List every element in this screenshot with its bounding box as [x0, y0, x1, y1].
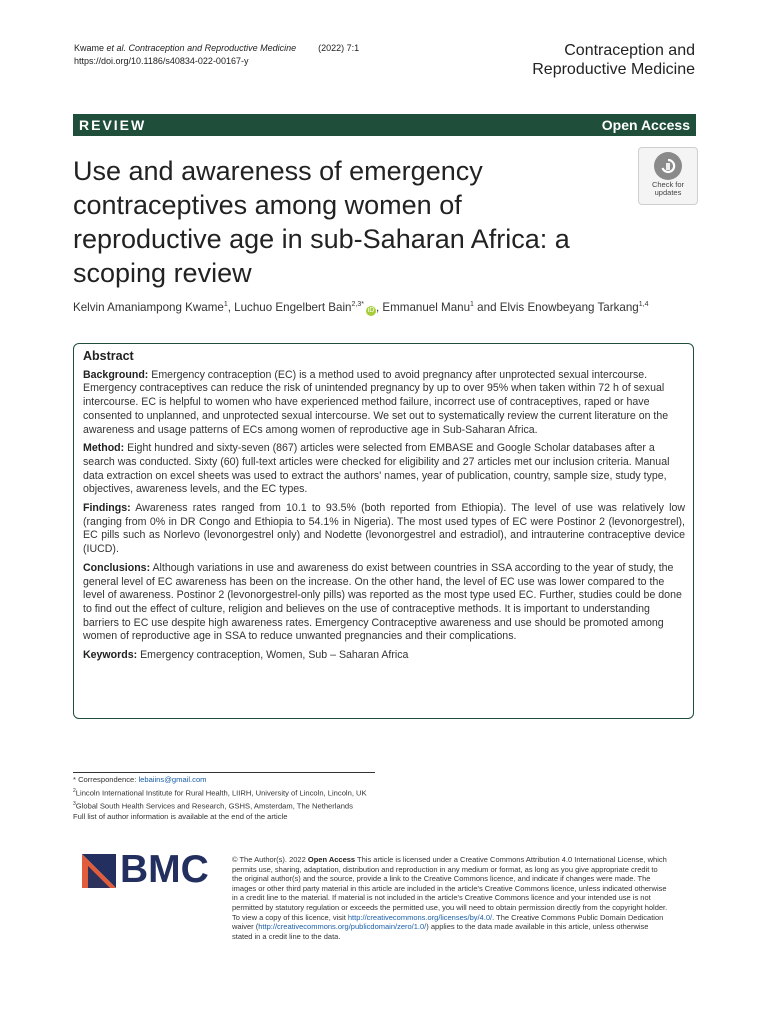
citation-authors: Kwame: [74, 43, 107, 53]
check-for-updates-button[interactable]: [638, 147, 698, 205]
check-updates-icon: [654, 152, 682, 180]
section-label: Findings:: [83, 502, 131, 515]
author-name[interactable]: , Emmanuel Manu: [375, 301, 471, 314]
section-text: Although variations in use and awareness do exist between countries in SSA according to the year of study, the general level of EC awareness has been on the increase. On the other hand, the level of EC use was lower compared to the level of awareness. Postinor 2 (levonorgestrel-only pills) was reported as the most type used EC. Further, studies could be done to find out the effect of culture, religion and believes on the use of contraceptive methods. It is important to understanding barriers to EC use despite high awareness rates. Emergency Contraceptive awareness and use should be promoted among women of reproductive age in SSA to reduce unwanted pregnancies and their complications.: [83, 561, 682, 643]
license-body: This article is licensed under a Creative Commons Attribution 4.0 International License, which permits use, sharing, adaptation, distribution and reproduction in any medium or format, as long as you give appropriate credit to the original author(s) and the source, provide a link to the Creative Commons licence, and indicate if changes were made. The images or other third party material in this article are included in the article's Creative Commons licence, unless indicated otherwise in a credit line to the material. If material is not included in the article's Creative Commons licence and your intended use is not permitted by statutory regulation or exceeds the permitted use, you will need to obtain permission directly from the copyright holder. To view a copy of this licence, visit: [232, 855, 668, 922]
license-open-access: Open Access: [307, 855, 356, 864]
affiliation-2: [73, 786, 373, 799]
section-label: Background:: [83, 368, 149, 381]
license-body: . The Creative Commons Public Domain Dedication waiver (: [232, 912, 664, 932]
section-text: Emergency contraception, Women, Sub – Saharan Africa: [137, 649, 409, 662]
author-name[interactable]: Kelvin Amaniampong Kwame: [73, 301, 224, 314]
affiliation-text: Lincoln International Institute for Rural Health, LIIRH, University of Lincoln, Lincoln, UK: [75, 788, 367, 798]
author-list: [73, 300, 713, 316]
footnote-divider: [73, 772, 375, 773]
abstract-conclusions: [83, 562, 685, 644]
citation-line: [74, 42, 359, 55]
article-type-banner: [73, 114, 696, 136]
section-label: Conclusions:: [83, 561, 151, 574]
license-link[interactable]: http://creativecommons.org/licenses/by/4.0/: [347, 912, 493, 922]
section-text: Eight hundred and sixty-seven (867) articles were selected from EMBASE and Google Scholar databases after a search was conducted. Sixty (60) full-text articles were checked for eligibility and 27 articles met our inclusion criteria. Manual data extraction on excel sheets was used to extract the authors' names, year of publication, country, sample size, study type, objectives, awareness levels, and the EC types.: [83, 442, 670, 496]
bmc-logo-icon: [82, 854, 116, 888]
abstract-method: [83, 442, 685, 497]
citation-header: [74, 42, 359, 68]
orcid-icon[interactable]: iD: [367, 307, 375, 314]
article-title: Use and awareness of emergency contraceptives among women of reproductive age in sub-Saharan Africa: a scoping review: [73, 156, 570, 288]
correspondence-label: * Correspondence:: [73, 775, 139, 784]
license-body: ) applies to the data made available in this article, unless otherwise stated in a credit line to the data.: [232, 922, 649, 941]
author-name[interactable]: , Luchuo Engelbert Bain: [227, 301, 352, 314]
abstract-findings: [83, 502, 685, 557]
section-text: Emergency contraception (EC) is a method used to avoid pregnancy after unprotected sexual intercourse. Emergency contraceptives can reduce the risk of unintended pregnancy by up to over 95% when taken within 72 h of sexual intercourse. EC is helpful to women who have experienced method failure, incorrect use of contraceptives, raped or have consented to unplanned, and unprotected sexual intercourse. We set out to systematically review the current literature on the awareness and usage patterns of ECs among women of reproductive age in Sub-Saharan Africa.: [83, 368, 669, 436]
section-text: Awareness rates ranged from 10.1 to 93.5% (both reported from Ethiopia). The level of use was relatively low (ranging from 0% in DR Congo and Ethiopia to 54.1% in Nigeria). The most used types of EC were Postinor 2 (levonorgestrel), EC pills such as Norlevo (levonorgestrel only) and Nodette (levonorgestrel and estradiol), and intrauterine contraceptive device (IUCD).: [83, 502, 685, 556]
article-type-label: REVIEW: [79, 117, 147, 133]
open-access-label: Open Access: [601, 117, 690, 133]
doi-link[interactable]: https://doi.org/10.1186/s40834-022-00167-y: [74, 56, 249, 66]
abstract-box: [73, 343, 694, 719]
bmc-logo-text: BMC: [120, 848, 209, 891]
correspondence-email-link[interactable]: lebaiins@gmail.com: [138, 775, 207, 784]
journal-name-line1: Contraception and: [564, 42, 695, 59]
author-affiliation-ref: 1,4: [638, 301, 649, 309]
public-domain-link[interactable]: http://creativecommons.org/publicdomain/zero/1.0/: [258, 922, 427, 932]
footnotes: [73, 775, 373, 823]
abstract-background: [83, 369, 685, 438]
section-label: Method:: [83, 442, 125, 455]
affiliation-3: [73, 799, 373, 812]
abstract-keywords: [83, 649, 685, 663]
journal-name: [532, 41, 695, 79]
author-affiliation-ref: 2,3*: [351, 301, 364, 309]
license-copyright: © The Author(s). 2022: [232, 855, 308, 864]
bmc-logo[interactable]: [82, 848, 217, 891]
section-label: Keywords:: [83, 649, 138, 662]
author-name[interactable]: and Elvis Enowbeyang Tarkang: [473, 301, 639, 314]
affiliation-number: 3: [73, 801, 76, 808]
author-affiliation-ref: 1: [470, 301, 474, 309]
citation-year: (2022) 7:1: [318, 43, 360, 53]
full-author-info-note: Full list of author information is available at the end of the article: [73, 812, 288, 822]
author-affiliation-ref: 1: [223, 301, 228, 309]
citation-journal: et al. Contraception and Reproductive Medicine: [106, 43, 297, 53]
license-text: [232, 855, 670, 941]
check-updates-line2: updates: [654, 188, 682, 197]
affiliation-number: 2: [73, 787, 76, 794]
correspondence: [73, 775, 373, 786]
affiliation-text: Global South Health Services and Research, GSHS, Amsterdam, The Netherlands: [75, 801, 353, 811]
journal-name-line2: Reproductive Medicine: [532, 61, 695, 78]
abstract-heading: Abstract: [83, 349, 134, 363]
check-updates-line1: Check for: [651, 180, 685, 189]
